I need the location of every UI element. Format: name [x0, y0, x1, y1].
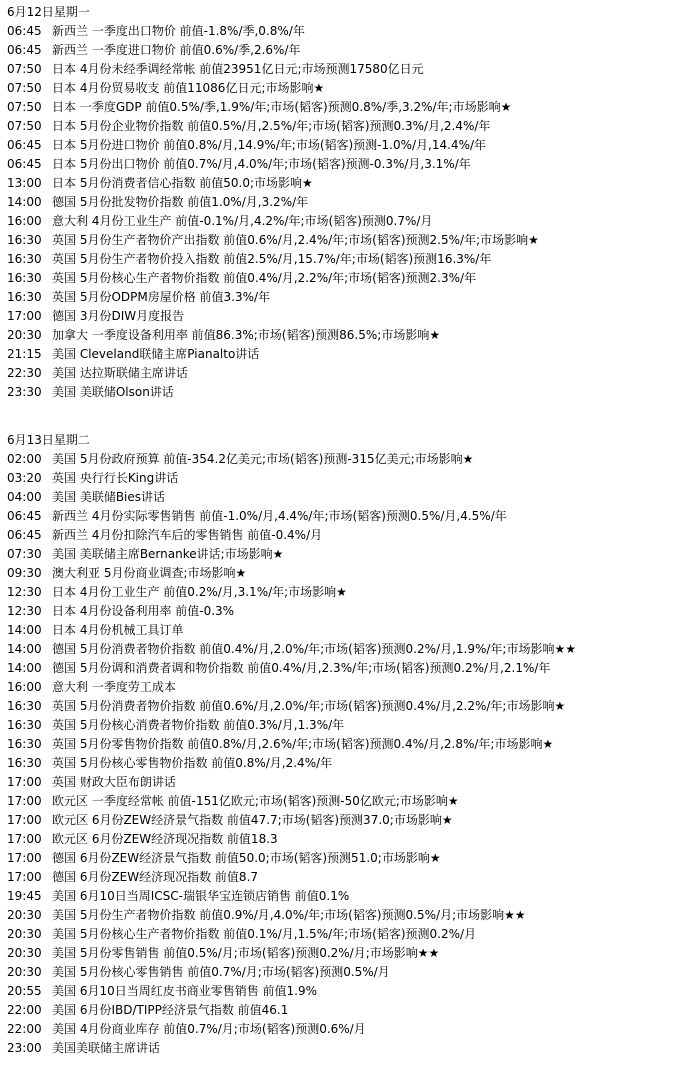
event-description: 美国 6月10日当周ICSC-瑞银华宝连锁店销售 前值0.1% — [52, 889, 350, 903]
event-description: 美国 6月10日当周红皮书商业零售销售 前值1.9% — [52, 984, 318, 998]
event-description: 日本 4月份设备利用率 前值-0.3% — [52, 604, 235, 618]
event-description: 美国 美联储主席Bernanke讲话;市场影响★ — [52, 547, 284, 561]
event-time: 16:00 — [7, 680, 42, 694]
event-row — [7, 564, 677, 583]
event-time: 17:00 — [7, 813, 42, 827]
event-row — [7, 735, 677, 754]
event-row — [7, 1020, 677, 1039]
event-description: 英国 5月份消费者物价指数 前值0.6%/月,2.0%/年;市场(韬客)预测0.4%/月,2.2%/年;市场影响★ — [52, 699, 566, 713]
event-time: 14:00 — [7, 623, 42, 637]
event-row — [7, 526, 677, 545]
event-time: 22:00 — [7, 1022, 42, 1036]
event-row — [7, 982, 677, 1001]
event-description: 美国 5月份核心生产者物价指数 前值0.1%/月,1.5%/年;市场(韬客)预测0.2%/月 — [52, 927, 477, 941]
event-time: 09:30 — [7, 566, 42, 580]
event-description: 美国 5月份零售销售 前值0.5%/月;市场(韬客)预测0.2%/月;市场影响★★ — [52, 946, 440, 960]
event-time: 23:30 — [7, 385, 42, 399]
event-time: 17:00 — [7, 832, 42, 846]
calendar-document — [7, 0, 677, 1058]
event-time: 06:45 — [7, 24, 42, 38]
event-description: 英国 5月份生产者物价产出指数 前值0.6%/月,2.4%/年;市场(韬客)预测2.5%/年;市场影响★ — [52, 233, 539, 247]
section-spacer — [7, 402, 677, 428]
event-time: 17:00 — [7, 851, 42, 865]
event-row — [7, 174, 677, 193]
event-description: 新西兰 一季度出口物价 前值-1.8%/季,0.8%/年 — [52, 24, 305, 38]
event-description: 英国 财政大臣布朗讲话 — [52, 775, 176, 789]
event-time: 07:30 — [7, 547, 42, 561]
event-row — [7, 79, 677, 98]
event-time: 07:50 — [7, 81, 42, 95]
event-row — [7, 697, 677, 716]
event-time: 20:30 — [7, 328, 42, 342]
event-description: 意大利 4月份工业生产 前值-0.1%/月,4.2%/年;市场(韬客)预测0.7%/月 — [52, 214, 433, 228]
event-description: 英国 5月份核心零售物价指数 前值0.8%/月,2.4%/年 — [52, 756, 333, 770]
event-description: 欧元区 6月份ZEW经济景气指数 前值47.7;市场(韬客)预测37.0;市场影响★ — [52, 813, 453, 827]
event-description: 英国 5月份生产者物价投入指数 前值2.5%/月,15.7%/年;市场(韬客)预测16.3%/年 — [52, 252, 492, 266]
event-description: 欧元区 一季度经常帐 前值-151亿欧元;市场(韬客)预测-50亿欧元;市场影响★ — [52, 794, 459, 808]
event-row — [7, 830, 677, 849]
event-time: 20:55 — [7, 984, 42, 998]
event-time: 06:45 — [7, 138, 42, 152]
event-description: 美国 美联储Bies讲话 — [52, 490, 166, 504]
event-time: 20:30 — [7, 965, 42, 979]
event-description: 德国 5月份调和消费者调和物价指数 前值0.4%/月,2.3%/年;市场(韬客)预测0.2%/月,2.1%/年 — [52, 661, 551, 675]
event-row — [7, 545, 677, 564]
event-row — [7, 41, 677, 60]
event-row — [7, 849, 677, 868]
event-time: 13:00 — [7, 176, 42, 190]
event-row — [7, 507, 677, 526]
event-row — [7, 326, 677, 345]
event-description: 德国 5月份批发物价指数 前值1.0%/月,3.2%/年 — [52, 195, 309, 209]
event-time: 03:20 — [7, 471, 42, 485]
event-time: 19:45 — [7, 889, 42, 903]
event-row — [7, 811, 677, 830]
event-time: 06:45 — [7, 528, 42, 542]
event-time: 07:50 — [7, 119, 42, 133]
event-row — [7, 212, 677, 231]
event-time: 16:30 — [7, 718, 42, 732]
event-row — [7, 117, 677, 136]
event-time: 14:00 — [7, 661, 42, 675]
event-description: 日本 4月份未经季调经常帐 前值23951亿日元;市场预测17580亿日元 — [52, 62, 424, 76]
day-header: 6月12日星期一 — [7, 5, 90, 19]
event-row — [7, 307, 677, 326]
event-description: 新西兰 4月份扣除汽车后的零售销售 前值-0.4%/月 — [52, 528, 323, 542]
event-description: 美国 达拉斯联储主席讲话 — [52, 366, 188, 380]
event-description: 日本 5月份进口物价 前值0.8%/月,14.9%/年;市场(韬客)预测-1.0%/月,14.4%/年 — [52, 138, 487, 152]
event-time: 16:30 — [7, 233, 42, 247]
event-row — [7, 716, 677, 735]
event-description: 德国 6月份ZEW经济现况指数 前值8.7 — [52, 870, 259, 884]
event-time: 21:15 — [7, 347, 42, 361]
event-row — [7, 792, 677, 811]
event-description: 美国 美联储Olson讲话 — [52, 385, 174, 399]
event-row — [7, 450, 677, 469]
event-description: 德国 6月份ZEW经济景气指数 前值50.0;市场(韬客)预测51.0;市场影响★ — [52, 851, 441, 865]
event-row — [7, 288, 677, 307]
event-row — [7, 602, 677, 621]
event-row — [7, 640, 677, 659]
event-time: 17:00 — [7, 775, 42, 789]
event-row — [7, 383, 677, 402]
event-row — [7, 906, 677, 925]
event-row — [7, 250, 677, 269]
event-row — [7, 583, 677, 602]
event-row — [7, 1001, 677, 1020]
event-time: 16:30 — [7, 252, 42, 266]
event-time: 12:30 — [7, 604, 42, 618]
event-time: 16:30 — [7, 271, 42, 285]
event-description: 日本 4月份机械工具订单 — [52, 623, 184, 637]
event-time: 22:00 — [7, 1003, 42, 1017]
event-description: 美国 4月份商业库存 前值0.7%/月;市场(韬客)预测0.6%/月 — [52, 1022, 366, 1036]
event-description: 日本 5月份消费者信心指数 前值50.0;市场影响★ — [52, 176, 313, 190]
event-description: 新西兰 一季度进口物价 前值0.6%/季,2.6%/年 — [52, 43, 301, 57]
event-time: 14:00 — [7, 195, 42, 209]
event-time: 16:30 — [7, 756, 42, 770]
event-row — [7, 963, 677, 982]
event-time: 07:50 — [7, 100, 42, 114]
event-row — [7, 22, 677, 41]
event-time: 17:00 — [7, 309, 42, 323]
event-description: 日本 一季度GDP 前值0.5%/季,1.9%/年;市场(韬客)预测0.8%/季,3.2%/年;市场影响★ — [52, 100, 512, 114]
day-section-1 — [7, 3, 677, 402]
event-description: 加拿大 一季度设备利用率 前值86.3%;市场(韬客)预测86.5%;市场影响★ — [52, 328, 441, 342]
event-time: 14:00 — [7, 642, 42, 656]
event-description: 美国 5月份政府预算 前值-354.2亿美元;市场(韬客)预测-315亿美元;市场影响★ — [52, 452, 474, 466]
event-time: 20:30 — [7, 946, 42, 960]
event-description: 意大利 一季度劳工成本 — [52, 680, 176, 694]
event-row — [7, 1039, 677, 1058]
event-time: 07:50 — [7, 62, 42, 76]
event-row — [7, 469, 677, 488]
event-row — [7, 345, 677, 364]
event-time: 12:30 — [7, 585, 42, 599]
event-time: 23:00 — [7, 1041, 42, 1055]
event-description: 德国 5月份消费者物价指数 前值0.4%/月,2.0%/年;市场(韬客)预测0.2%/月,1.9%/年;市场影响★★ — [52, 642, 576, 656]
event-time: 16:30 — [7, 737, 42, 751]
event-row — [7, 659, 677, 678]
event-time: 06:45 — [7, 43, 42, 57]
event-description: 德国 3月份DIW月度报告 — [52, 309, 185, 323]
event-row — [7, 98, 677, 117]
day-section-2 — [7, 431, 677, 1058]
event-time: 22:30 — [7, 366, 42, 380]
event-row — [7, 193, 677, 212]
event-row — [7, 364, 677, 383]
event-description: 美国 5月份核心零售销售 前值0.7%/月;市场(韬客)预测0.5%/月 — [52, 965, 390, 979]
event-description: 英国 央行行长King讲话 — [52, 471, 179, 485]
event-time: 16:00 — [7, 214, 42, 228]
event-description: 新西兰 4月份实际零售销售 前值-1.0%/月,4.4%/年;市场(韬客)预测0.5%/月,4.5%/年 — [52, 509, 507, 523]
event-time: 20:30 — [7, 927, 42, 941]
event-time: 16:30 — [7, 699, 42, 713]
event-description: 日本 4月份工业生产 前值0.2%/月,3.1%/年;市场影响★ — [52, 585, 347, 599]
event-description: 英国 5月份零售物价指数 前值0.8%/月,2.6%/年;市场(韬客)预测0.4%/月,2.8%/年;市场影响★ — [52, 737, 554, 751]
event-row — [7, 925, 677, 944]
event-row — [7, 60, 677, 79]
event-time: 06:45 — [7, 157, 42, 171]
event-list — [7, 450, 677, 1058]
event-row — [7, 621, 677, 640]
event-time: 20:30 — [7, 908, 42, 922]
event-row — [7, 773, 677, 792]
event-row — [7, 231, 677, 250]
event-description: 英国 5月份核心消费者物价指数 前值0.3%/月,1.3%/年 — [52, 718, 345, 732]
event-row — [7, 944, 677, 963]
event-description: 欧元区 6月份ZEW经济现况指数 前值18.3 — [52, 832, 278, 846]
event-row — [7, 136, 677, 155]
event-time: 17:00 — [7, 794, 42, 808]
event-list — [7, 22, 677, 402]
event-row — [7, 754, 677, 773]
event-description: 美国美联储主席讲话 — [52, 1041, 161, 1055]
event-row — [7, 678, 677, 697]
event-description: 日本 4月份贸易收支 前值11086亿日元;市场影响★ — [52, 81, 325, 95]
event-description: 日本 5月份出口物价 前值0.7%/月,4.0%/年;市场(韬客)预测-0.3%/月,3.1%/年 — [52, 157, 471, 171]
event-time: 06:45 — [7, 509, 42, 523]
event-time: 02:00 — [7, 452, 42, 466]
event-time: 17:00 — [7, 870, 42, 884]
event-row — [7, 269, 677, 288]
day-header: 6月13日星期二 — [7, 433, 90, 447]
event-description: 日本 5月份企业物价指数 前值0.5%/月,2.5%/年;市场(韬客)预测0.3%/月,2.4%/年 — [52, 119, 491, 133]
event-row — [7, 155, 677, 174]
event-description: 英国 5月份ODPM房屋价格 前值3.3%/年 — [52, 290, 271, 304]
event-description: 美国 5月份生产者物价指数 前值0.9%/月,4.0%/年;市场(韬客)预测0.5%/月;市场影响★★ — [52, 908, 526, 922]
event-time: 04:00 — [7, 490, 42, 504]
event-time: 16:30 — [7, 290, 42, 304]
event-row — [7, 868, 677, 887]
event-description: 美国 Cleveland联储主席Pianalto讲话 — [52, 347, 260, 361]
event-description: 美国 6月份IBD/TIPP经济景气指数 前值46.1 — [52, 1003, 289, 1017]
event-description: 澳大利亚 5月份商业调查;市场影响★ — [52, 566, 247, 580]
event-row — [7, 488, 677, 507]
event-row — [7, 887, 677, 906]
event-description: 英国 5月份核心生产者物价指数 前值0.4%/月,2.2%/年;市场(韬客)预测2.3%/年 — [52, 271, 477, 285]
